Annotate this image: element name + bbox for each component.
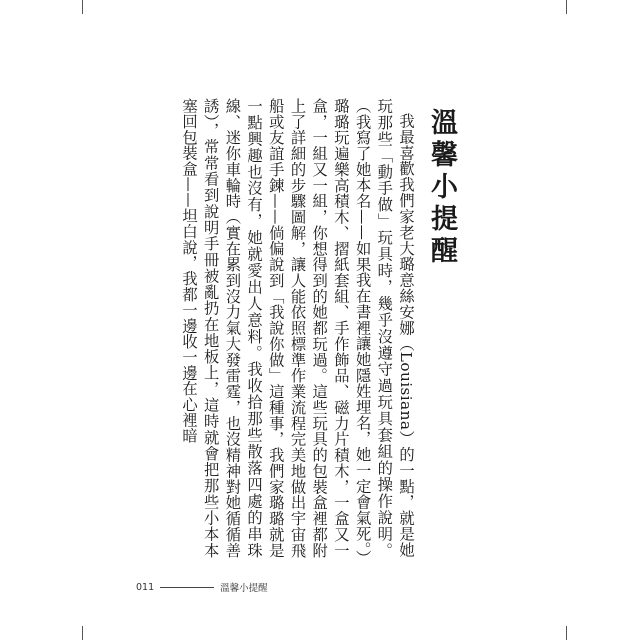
crop-mark-bottom-left <box>82 626 83 640</box>
paragraph: 我最喜歡我們家老大璐意絲安娜（Louisiana）的一點，就是她玩那些「動手做」玩具時，幾乎沒遵守過玩具套組的操作說明。（我寫了她本名——如果我在書裡讓她隱姓埋名，她一定會氣死。）璐璐玩遍樂高積木、摺紙套組、手作飾品、磁力片積木，一盒又一盒，一組又一組，你想得到的她都玩過。這些玩具的包裝盒裡都附上了詳細的步驟圖解，讓人能依照標準作業流程完美地做出宇宙飛船或友誼手鍊——倘偏說到「我說你做」這種事，我們家璐璐就是一點興趣也沒有，她就愛出人意料。我收拾那些散落四處的串珠線、迷你車輪時（實在累到沒力氣大發雷霆，也沒精神對她循循善誘），常常看到說明手冊被亂扔在地板上，這時就會把那些小本本塞回包裝盒——坦白說，我都一邊收一邊在心裡暗 <box>179 98 415 558</box>
page-footer <box>136 580 268 594</box>
running-title: 溫馨小提醒 <box>220 583 268 594</box>
crop-mark-top-right <box>566 0 567 14</box>
body-text <box>168 98 416 558</box>
page-number: 011 <box>136 581 155 593</box>
footer-rule <box>160 587 214 588</box>
crop-mark-bottom-right <box>566 626 567 640</box>
chapter-title: 溫馨小提醒 <box>426 108 457 268</box>
crop-mark-top-left <box>82 0 83 14</box>
